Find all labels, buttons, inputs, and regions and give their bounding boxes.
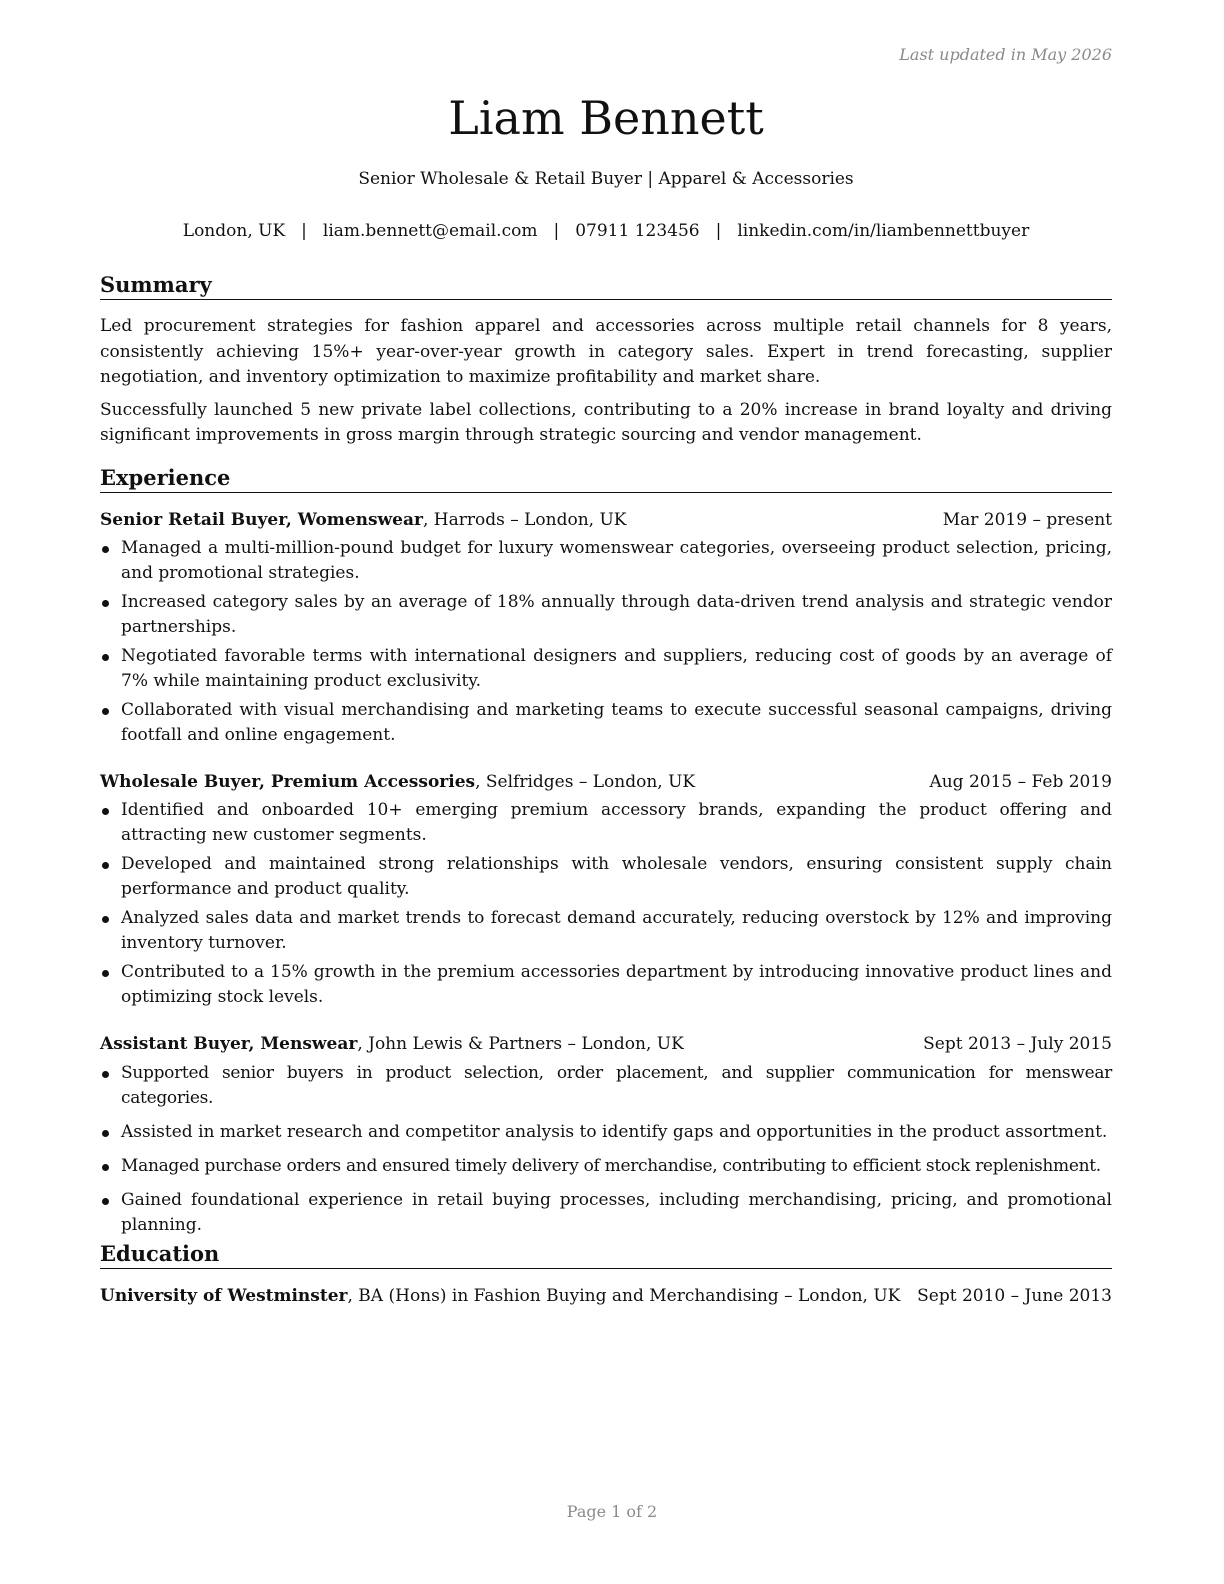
job-bullets	[100, 536, 1112, 748]
bullet-icon	[102, 1071, 109, 1078]
bullet-icon	[102, 916, 109, 923]
job-company: , Selfridges – London, UK	[475, 772, 696, 792]
bullet-text: Assisted in market research and competitor analysis to identify gaps and opportunities in the product assortment.	[121, 1122, 1108, 1142]
job-header	[100, 770, 1112, 794]
bullet-text: Managed a multi-million-pound budget for luxury womenswear categories, overseeing product selection, pricing, and promotional strategies.	[121, 538, 1112, 583]
job-bullets	[100, 798, 1112, 1010]
bullet-text: Managed purchase orders and ensured timely delivery of merchandise, contributing to efficient stock replenishment.	[121, 1156, 1101, 1176]
job-entry	[100, 1032, 1112, 1238]
list-item	[100, 960, 1112, 1010]
job-dates: Sept 2013 – July 2015	[923, 1034, 1112, 1054]
summary-section	[100, 271, 1112, 449]
section-title-education: Education	[100, 1240, 1112, 1269]
summary-paragraph: Led procurement strategies for fashion apparel and accessories across multiple retail channels for 8 years, consistently achieving 15%+ year-over-year growth in category sales. Expert in trend forecasting, supplier negotiation, and inventory optimization to maximize profitability and market share.	[100, 316, 1112, 387]
bullet-icon	[102, 1130, 109, 1137]
job-header	[100, 1032, 1112, 1056]
list-item	[100, 644, 1112, 694]
bullet-text: Collaborated with visual merchandising and marketing teams to execute successful seasonal campaigns, driving footfall and online engagement.	[121, 700, 1112, 745]
bullet-icon	[102, 546, 109, 553]
education-section	[100, 1240, 1112, 1308]
job-role: Senior Retail Buyer, Womenswear	[100, 510, 423, 530]
list-item	[100, 852, 1112, 902]
bullet-text: Identified and onboarded 10+ emerging premium accessory brands, expanding the product offering and attracting new customer segments.	[121, 800, 1112, 845]
bullet-text: Analyzed sales data and market trends to forecast demand accurately, reducing overstock by 12% and improving inventory turnover.	[121, 908, 1112, 953]
contact-line	[100, 219, 1112, 243]
bullet-icon	[102, 708, 109, 715]
contact-phone[interactable]: 07911 123456	[575, 221, 700, 241]
list-item	[100, 798, 1112, 848]
job-title-line	[100, 1032, 684, 1056]
education-entry	[100, 1284, 1112, 1308]
education-dates: Sept 2010 – June 2013	[917, 1286, 1112, 1306]
list-item	[100, 698, 1112, 748]
job-role: Assistant Buyer, Menswear	[100, 1034, 358, 1054]
education-title-line	[100, 1284, 900, 1308]
bullet-icon	[102, 654, 109, 661]
bullet-text: Gained foundational experience in retail buying processes, including merchandising, pricing, and promotional planning.	[121, 1190, 1112, 1235]
page-number: Page 1 of 2	[566, 1502, 658, 1521]
degree: , BA (Hons) in Fashion Buying and Merchandising – London, UK	[347, 1286, 901, 1306]
contact-email[interactable]: liam.bennett@email.com	[322, 221, 538, 241]
bullet-icon	[102, 600, 109, 607]
job-title-line	[100, 508, 627, 532]
bullet-icon	[102, 1198, 109, 1205]
list-item	[100, 536, 1112, 586]
separator: |	[301, 221, 307, 241]
job-company: , Harrods – London, UK	[422, 510, 627, 530]
job-entry	[100, 770, 1112, 1010]
bullet-icon	[102, 808, 109, 815]
summary-paragraph: Successfully launched 5 new private label collections, contributing to a 20% increase in brand loyalty and driving significant improvements in gross margin through strategic sourcing and vendor management.	[100, 399, 1112, 445]
bullet-text: Developed and maintained strong relationships with wholesale vendors, ensuring consistent supply chain performance and product quality.	[121, 854, 1112, 899]
tagline: Senior Wholesale & Retail Buyer | Apparel & Accessories	[358, 169, 854, 189]
list-item	[100, 1188, 1112, 1238]
bullet-text: Supported senior buyers in product selection, order placement, and supplier communication for menswear categories.	[121, 1063, 1112, 1108]
bullet-text: Contributed to a 15% growth in the premium accessories department by introducing innovative product lines and optimizing stock levels.	[121, 962, 1112, 1007]
section-title-summary: Summary	[100, 271, 1112, 300]
job-header	[100, 508, 1112, 532]
list-item	[100, 1120, 1112, 1145]
list-item	[100, 1061, 1112, 1111]
contact-linkedin[interactable]: linkedin.com/in/liambennettbuyer	[737, 221, 1030, 241]
bullet-icon	[102, 862, 109, 869]
contact-location: London, UK	[182, 221, 286, 241]
separator: |	[553, 221, 560, 241]
job-dates: Mar 2019 – present	[942, 510, 1112, 530]
school-name: University of Westminster	[100, 1286, 348, 1306]
experience-section	[100, 464, 1112, 1238]
job-bullets	[100, 1061, 1112, 1238]
last-updated: Last updated in May 2026	[899, 45, 1112, 64]
list-item	[100, 906, 1112, 956]
bullet-icon	[102, 970, 109, 977]
bullet-text: Increased category sales by an average of 18% annually through data-driven trend analysis and strategic vendor partnerships.	[121, 592, 1112, 637]
list-item	[100, 1154, 1112, 1179]
section-title-experience: Experience	[100, 464, 1112, 493]
separator: |	[715, 221, 722, 241]
job-company: , John Lewis & Partners – London, UK	[357, 1034, 684, 1054]
candidate-name: Liam Bennett	[448, 91, 764, 145]
job-entry	[100, 508, 1112, 748]
job-title-line	[100, 770, 695, 794]
job-role: Wholesale Buyer, Premium Accessories	[100, 772, 476, 792]
job-dates: Aug 2015 – Feb 2019	[929, 772, 1112, 792]
bullet-text: Negotiated favorable terms with international designers and suppliers, reducing cost of goods by an average of 7% while maintaining product exclusivity.	[121, 646, 1112, 691]
list-item	[100, 590, 1112, 640]
bullet-icon	[102, 1164, 109, 1171]
